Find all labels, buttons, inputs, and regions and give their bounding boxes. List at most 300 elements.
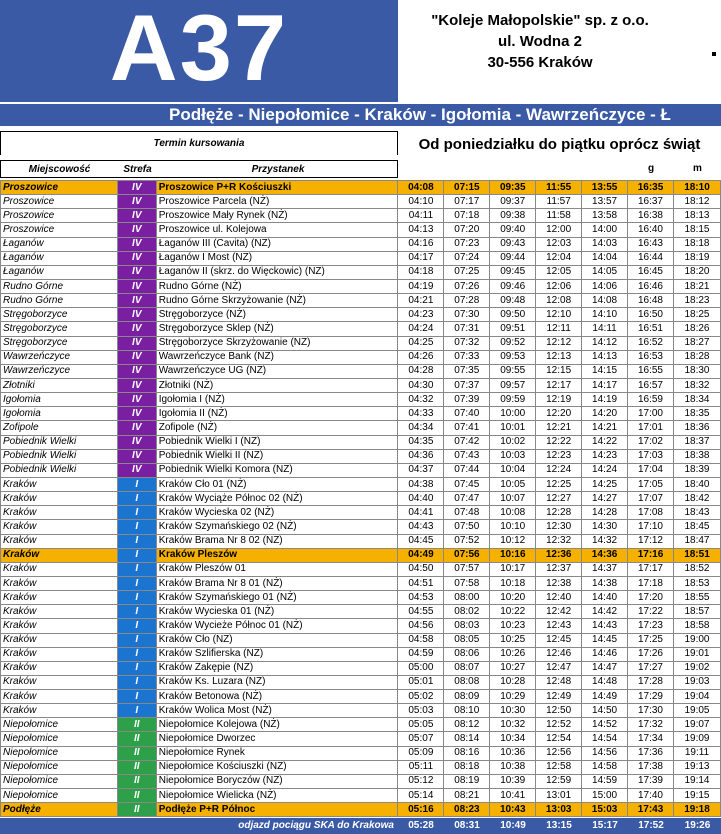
departure-time: 07:43 xyxy=(444,449,490,463)
departure-time: 12:25 xyxy=(536,477,582,491)
departure-time: 18:13 xyxy=(673,209,720,223)
town-cell: Stręgoborzyce xyxy=(1,336,118,350)
departure-time: 07:37 xyxy=(444,378,490,392)
departure-time: 10:08 xyxy=(490,506,536,520)
departure-time: 12:27 xyxy=(536,492,582,506)
header-stop: Przystanek xyxy=(251,164,305,175)
stop-cell: Pobiednik Wielki Komora (NŻ) xyxy=(156,463,398,477)
departure-time: 18:34 xyxy=(673,393,720,407)
departure-time: 04:26 xyxy=(398,350,444,364)
departure-time: 10:41 xyxy=(490,789,536,803)
departure-time: 10:12 xyxy=(490,534,536,548)
departure-time: 14:28 xyxy=(582,506,628,520)
zone-cell: IV xyxy=(117,279,156,293)
departure-time: 05:16 xyxy=(398,803,444,817)
departure-time: 14:58 xyxy=(582,760,628,774)
departure-time: 17:40 xyxy=(628,789,674,803)
departure-time: 10:01 xyxy=(490,421,536,435)
departure-time: 18:39 xyxy=(673,463,720,477)
stop-cell: Proszowice Mały Rynek (NŻ) xyxy=(156,209,398,223)
departure-time: 12:15 xyxy=(536,364,582,378)
departure-time: 10:17 xyxy=(490,562,536,576)
departure-time: 10:00 xyxy=(490,407,536,421)
departure-time: 13:01 xyxy=(536,789,582,803)
departure-time: 04:58 xyxy=(398,633,444,647)
departure-time: 12:30 xyxy=(536,520,582,534)
departure-time: 17:12 xyxy=(628,534,674,548)
zone-cell: IV xyxy=(117,209,156,223)
stop-cell: Podłęże P+R Północ xyxy=(156,803,398,817)
timetable-row xyxy=(1,209,721,223)
departure-time: 15:03 xyxy=(582,803,628,817)
stop-cell: Niepołomice Kościuszki (NŻ) xyxy=(156,760,398,774)
departure-time: 14:20 xyxy=(582,407,628,421)
town-cell: Rudno Górne xyxy=(1,294,118,308)
departure-time: 17:18 xyxy=(628,576,674,590)
departure-time: 12:32 xyxy=(536,534,582,548)
departure-time: 14:59 xyxy=(582,774,628,788)
departure-time: 07:28 xyxy=(444,294,490,308)
zone-cell: IV xyxy=(117,308,156,322)
departure-time: 08:23 xyxy=(444,803,490,817)
departure-time: 07:48 xyxy=(444,506,490,520)
departure-time: 14:47 xyxy=(582,661,628,675)
departure-time: 14:45 xyxy=(582,633,628,647)
timetable-row xyxy=(1,520,721,534)
departure-time: 16:45 xyxy=(628,265,674,279)
ska-time: 05:28 xyxy=(408,820,434,831)
departure-time: 09:44 xyxy=(490,251,536,265)
timetable-row xyxy=(1,279,721,293)
stop-cell: Łaganów III (Cavita) (NŻ) xyxy=(156,237,398,251)
departure-time: 04:45 xyxy=(398,534,444,548)
town-cell: Niepołomice xyxy=(1,774,118,788)
departure-time: 17:28 xyxy=(628,675,674,689)
zone-cell: II xyxy=(117,718,156,732)
stop-cell: Proszowice ul. Kolejowa xyxy=(156,223,398,237)
departure-time: 09:43 xyxy=(490,237,536,251)
departure-time: 12:22 xyxy=(536,435,582,449)
departure-time: 14:43 xyxy=(582,619,628,633)
zone-cell: II xyxy=(117,789,156,803)
timetable-row xyxy=(1,675,721,689)
departure-time: 18:26 xyxy=(673,322,720,336)
departure-time: 04:10 xyxy=(398,195,444,209)
timetable-row xyxy=(1,774,721,788)
stop-cell: Kraków Szymańskiego 01 (NŻ) xyxy=(156,591,398,605)
departure-time: 14:03 xyxy=(582,237,628,251)
departure-time: 18:27 xyxy=(673,336,720,350)
departure-time: 18:21 xyxy=(673,279,720,293)
departure-time: 16:52 xyxy=(628,336,674,350)
departure-time: 12:49 xyxy=(536,690,582,704)
timetable-row-main-stop xyxy=(1,803,721,817)
timetable-row xyxy=(1,506,721,520)
departure-time: 12:38 xyxy=(536,576,582,590)
stop-cell: Kraków Wycieże Północ 01 (NŻ) xyxy=(156,619,398,633)
departure-time: 17:34 xyxy=(628,732,674,746)
termin-label: Termin kursowania xyxy=(0,131,398,155)
timetable-row xyxy=(1,732,721,746)
departure-time: 09:37 xyxy=(490,195,536,209)
zone-cell: II xyxy=(117,746,156,760)
departure-time: 07:52 xyxy=(444,534,490,548)
departure-time: 14:50 xyxy=(582,704,628,718)
stop-cell: Kraków Cło (NŻ) xyxy=(156,633,398,647)
departure-time: 13:55 xyxy=(582,181,628,195)
departure-time: 14:52 xyxy=(582,718,628,732)
departure-time: 16:48 xyxy=(628,294,674,308)
departure-time: 08:08 xyxy=(444,675,490,689)
departure-time: 14:37 xyxy=(582,562,628,576)
departure-time: 04:19 xyxy=(398,279,444,293)
stop-cell: Kraków Zakępie (NŻ) xyxy=(156,661,398,675)
stop-cell: Kraków Pleszów xyxy=(156,548,398,562)
departure-time: 15:00 xyxy=(582,789,628,803)
town-cell: Rudno Górne xyxy=(1,279,118,293)
stop-cell: Wawrzeńczyce Bank (NŻ) xyxy=(156,350,398,364)
town-cell: Kraków xyxy=(1,675,118,689)
departure-time: 12:12 xyxy=(536,336,582,350)
departure-time: 14:04 xyxy=(582,251,628,265)
departure-time: 08:21 xyxy=(444,789,490,803)
departure-time: 17:04 xyxy=(628,463,674,477)
zone-cell: II xyxy=(117,774,156,788)
town-cell: Igołomia xyxy=(1,393,118,407)
stop-cell: Kraków Pleszów 01 xyxy=(156,562,398,576)
departure-time: 12:03 xyxy=(536,237,582,251)
stop-cell: Kraków Szymańskiego 02 (NŻ) xyxy=(156,520,398,534)
zone-cell: I xyxy=(117,690,156,704)
ska-time: 10:49 xyxy=(500,820,526,831)
ska-row xyxy=(0,818,721,834)
timetable-row xyxy=(1,760,721,774)
departure-time: 04:51 xyxy=(398,576,444,590)
departure-time: 18:10 xyxy=(673,181,720,195)
stop-cell: Niepołomice Wielicka (NŻ) xyxy=(156,789,398,803)
departure-time: 12:56 xyxy=(536,746,582,760)
timetable-row xyxy=(1,265,721,279)
departure-time: 14:12 xyxy=(582,336,628,350)
departure-time: 09:59 xyxy=(490,393,536,407)
company-name: "Koleje Małopolskie" sp. z o.o. xyxy=(431,12,649,29)
departure-time: 07:35 xyxy=(444,364,490,378)
departure-time: 09:46 xyxy=(490,279,536,293)
departure-time: 05:09 xyxy=(398,746,444,760)
departure-time: 12:23 xyxy=(536,449,582,463)
departure-time: 18:45 xyxy=(673,520,720,534)
zone-cell: I xyxy=(117,506,156,520)
timetable-row xyxy=(1,421,721,435)
timetable-row xyxy=(1,661,721,675)
departure-time: 10:04 xyxy=(490,463,536,477)
departure-time: 05:01 xyxy=(398,675,444,689)
zone-cell: I xyxy=(117,477,156,491)
departure-time: 09:38 xyxy=(490,209,536,223)
zone-cell: I xyxy=(117,548,156,562)
departure-time: 14:23 xyxy=(582,449,628,463)
departure-time: 18:30 xyxy=(673,364,720,378)
zone-cell: I xyxy=(117,647,156,661)
departure-time: 16:57 xyxy=(628,378,674,392)
departure-time: 14:05 xyxy=(582,265,628,279)
departure-time: 07:20 xyxy=(444,223,490,237)
stop-cell: Kraków Wyciąże Północ 02 (NŻ) xyxy=(156,492,398,506)
departure-time: 12:28 xyxy=(536,506,582,520)
timetable-row xyxy=(1,718,721,732)
departure-time: 14:06 xyxy=(582,279,628,293)
stop-cell: Łaganów II (skrz. do Więckowic) (NŻ) xyxy=(156,265,398,279)
departure-time: 12:37 xyxy=(536,562,582,576)
departure-time: 19:03 xyxy=(673,675,720,689)
departure-time: 18:53 xyxy=(673,576,720,590)
zone-cell: I xyxy=(117,520,156,534)
ska-label: odjazd pociągu SKA do Krakowa xyxy=(238,820,394,831)
departure-time: 12:42 xyxy=(536,605,582,619)
zone-cell: IV xyxy=(117,449,156,463)
departure-time: 10:23 xyxy=(490,619,536,633)
days-label: Od poniedziałku do piątku oprócz świąt xyxy=(418,136,701,153)
town-cell: Kraków xyxy=(1,690,118,704)
departure-time: 04:11 xyxy=(398,209,444,223)
stop-cell: Rudno Górne Skrzyżowanie (NŻ) xyxy=(156,294,398,308)
stop-cell: Stręgoborzyce (NŻ) xyxy=(156,308,398,322)
timetable-row xyxy=(1,308,721,322)
timetable-row-main-stop xyxy=(1,548,721,562)
departure-time: 14:13 xyxy=(582,350,628,364)
zone-cell: I xyxy=(117,492,156,506)
departure-time: 10:10 xyxy=(490,520,536,534)
town-cell: Kraków xyxy=(1,661,118,675)
town-cell: Kraków xyxy=(1,492,118,506)
departure-time: 17:36 xyxy=(628,746,674,760)
departure-time: 04:41 xyxy=(398,506,444,520)
departure-time: 04:23 xyxy=(398,308,444,322)
zone-cell: IV xyxy=(117,393,156,407)
departure-time: 04:59 xyxy=(398,647,444,661)
town-cell: Pobiednik Wielki xyxy=(1,449,118,463)
stop-cell: Rudno Górne (NŻ) xyxy=(156,279,398,293)
timetable-row xyxy=(1,378,721,392)
town-cell: Kraków xyxy=(1,605,118,619)
town-cell: Kraków xyxy=(1,477,118,491)
town-cell: Kraków xyxy=(1,506,118,520)
town-cell: Stręgoborzyce xyxy=(1,308,118,322)
departure-time: 05:14 xyxy=(398,789,444,803)
departure-time: 09:50 xyxy=(490,308,536,322)
departure-time: 17:43 xyxy=(628,803,674,817)
departure-time: 17:17 xyxy=(628,562,674,576)
stop-cell: Stręgoborzyce Sklep (NŻ) xyxy=(156,322,398,336)
departure-time: 10:28 xyxy=(490,675,536,689)
departure-time: 18:58 xyxy=(673,619,720,633)
departure-time: 14:48 xyxy=(582,675,628,689)
departure-time: 17:01 xyxy=(628,421,674,435)
timetable-row xyxy=(1,576,721,590)
departure-time: 19:09 xyxy=(673,732,720,746)
timetable-row xyxy=(1,195,721,209)
departure-time: 17:08 xyxy=(628,506,674,520)
departure-time: 14:10 xyxy=(582,308,628,322)
company-city: 30-556 Kraków xyxy=(487,54,593,71)
departure-time: 10:07 xyxy=(490,492,536,506)
departure-time: 17:39 xyxy=(628,774,674,788)
departure-time: 09:57 xyxy=(490,378,536,392)
departure-time: 18:35 xyxy=(673,407,720,421)
town-cell: Kraków xyxy=(1,534,118,548)
departure-time: 17:23 xyxy=(628,619,674,633)
departure-time: 10:36 xyxy=(490,746,536,760)
departure-time: 12:13 xyxy=(536,350,582,364)
departure-time: 12:05 xyxy=(536,265,582,279)
timetable-row xyxy=(1,605,721,619)
departure-time: 18:37 xyxy=(673,435,720,449)
zone-cell: IV xyxy=(117,195,156,209)
departure-time: 07:44 xyxy=(444,463,490,477)
zone-cell: IV xyxy=(117,265,156,279)
departure-time: 09:53 xyxy=(490,350,536,364)
departure-time: 12:19 xyxy=(536,393,582,407)
departure-time: 04:36 xyxy=(398,449,444,463)
departure-time: 18:43 xyxy=(673,506,720,520)
departure-time: 18:57 xyxy=(673,605,720,619)
departure-time: 11:55 xyxy=(536,181,582,195)
departure-time: 17:30 xyxy=(628,704,674,718)
zone-cell: I xyxy=(117,633,156,647)
timetable-row xyxy=(1,350,721,364)
zone-cell: IV xyxy=(117,350,156,364)
departure-time: 14:00 xyxy=(582,223,628,237)
mark-g: g xyxy=(647,163,655,174)
stop-cell: Stręgoborzyce Skrzyżowanie (NŻ) xyxy=(156,336,398,350)
departure-time: 08:12 xyxy=(444,718,490,732)
departure-time: 10:30 xyxy=(490,704,536,718)
departure-time: 12:36 xyxy=(536,548,582,562)
departure-time: 07:56 xyxy=(444,548,490,562)
zone-cell: I xyxy=(117,675,156,689)
town-cell: Proszowice xyxy=(1,223,118,237)
departure-time: 17:03 xyxy=(628,449,674,463)
stop-cell: Kraków Wycieska 01 (NŻ) xyxy=(156,605,398,619)
departure-time: 09:51 xyxy=(490,322,536,336)
departure-time: 18:40 xyxy=(673,477,720,491)
departure-time: 17:32 xyxy=(628,718,674,732)
company-street: ul. Wodna 2 xyxy=(498,33,582,50)
departure-time: 18:36 xyxy=(673,421,720,435)
stop-cell: Wawrzeńczyce UG (NŻ) xyxy=(156,364,398,378)
timetable-row xyxy=(1,633,721,647)
departure-time: 18:18 xyxy=(673,237,720,251)
departure-time: 04:28 xyxy=(398,364,444,378)
route-description: Podłęże - Niepołomice - Kraków - Igołomia - Wawrzeńczyce - Ł xyxy=(0,104,721,126)
departure-time: 18:12 xyxy=(673,195,720,209)
departure-time: 18:55 xyxy=(673,591,720,605)
departure-time: 04:33 xyxy=(398,407,444,421)
zone-cell: IV xyxy=(117,322,156,336)
timetable-row xyxy=(1,647,721,661)
departure-time: 10:34 xyxy=(490,732,536,746)
departure-time: 17:00 xyxy=(628,407,674,421)
departure-time: 12:50 xyxy=(536,704,582,718)
departure-time: 16:37 xyxy=(628,195,674,209)
departure-time: 18:51 xyxy=(673,548,720,562)
departure-time: 17:27 xyxy=(628,661,674,675)
departure-time: 14:42 xyxy=(582,605,628,619)
departure-time: 14:36 xyxy=(582,548,628,562)
zone-cell: II xyxy=(117,760,156,774)
header-zone: Strefa xyxy=(123,164,152,175)
departure-time: 18:23 xyxy=(673,294,720,308)
departure-time: 13:58 xyxy=(582,209,628,223)
departure-time: 16:55 xyxy=(628,364,674,378)
stop-cell: Złotniki (NŻ) xyxy=(156,378,398,392)
departure-time: 17:05 xyxy=(628,477,674,491)
departure-time: 10:05 xyxy=(490,477,536,491)
departure-time: 12:21 xyxy=(536,421,582,435)
zone-cell: IV xyxy=(117,237,156,251)
timetable-row xyxy=(1,237,721,251)
town-cell: Kraków xyxy=(1,619,118,633)
departure-time: 10:16 xyxy=(490,548,536,562)
zone-cell: IV xyxy=(117,378,156,392)
timetable-row xyxy=(1,746,721,760)
mark-m: m xyxy=(693,163,702,174)
stop-cell: Kraków Wolica Most (NŻ) xyxy=(156,704,398,718)
departure-time: 09:45 xyxy=(490,265,536,279)
departure-time: 07:15 xyxy=(444,181,490,195)
departure-time: 05:05 xyxy=(398,718,444,732)
departure-time: 07:23 xyxy=(444,237,490,251)
departure-time: 16:50 xyxy=(628,308,674,322)
departure-time: 17:38 xyxy=(628,760,674,774)
departure-time: 09:40 xyxy=(490,223,536,237)
departure-time: 14:19 xyxy=(582,393,628,407)
stop-cell: Proszowice P+R Kościuszki xyxy=(156,181,398,195)
departure-time: 17:20 xyxy=(628,591,674,605)
departure-time: 08:10 xyxy=(444,704,490,718)
zone-cell: IV xyxy=(117,294,156,308)
departure-time: 07:17 xyxy=(444,195,490,209)
departure-time: 14:21 xyxy=(582,421,628,435)
town-cell: Igołomia xyxy=(1,407,118,421)
departure-time: 19:05 xyxy=(673,704,720,718)
departure-time: 04:38 xyxy=(398,477,444,491)
departure-time: 14:49 xyxy=(582,690,628,704)
departure-time: 14:54 xyxy=(582,732,628,746)
departure-time: 17:29 xyxy=(628,690,674,704)
departure-time: 10:22 xyxy=(490,605,536,619)
departure-time: 05:00 xyxy=(398,661,444,675)
timetable-row xyxy=(1,407,721,421)
ska-time: 08:31 xyxy=(454,820,480,831)
departure-time: 19:15 xyxy=(673,789,720,803)
zone-cell: I xyxy=(117,619,156,633)
departure-time: 07:50 xyxy=(444,520,490,534)
departure-time: 10:26 xyxy=(490,647,536,661)
town-cell: Kraków xyxy=(1,647,118,661)
timetable-row xyxy=(1,534,721,548)
departure-time: 10:39 xyxy=(490,774,536,788)
departure-time: 14:25 xyxy=(582,477,628,491)
departure-time: 18:20 xyxy=(673,265,720,279)
zone-cell: I xyxy=(117,605,156,619)
town-cell: Kraków xyxy=(1,576,118,590)
stop-cell: Igołomia I (NŻ) xyxy=(156,393,398,407)
departure-time: 19:14 xyxy=(673,774,720,788)
timetable-row xyxy=(1,251,721,265)
departure-time: 17:26 xyxy=(628,647,674,661)
departure-time: 14:27 xyxy=(582,492,628,506)
